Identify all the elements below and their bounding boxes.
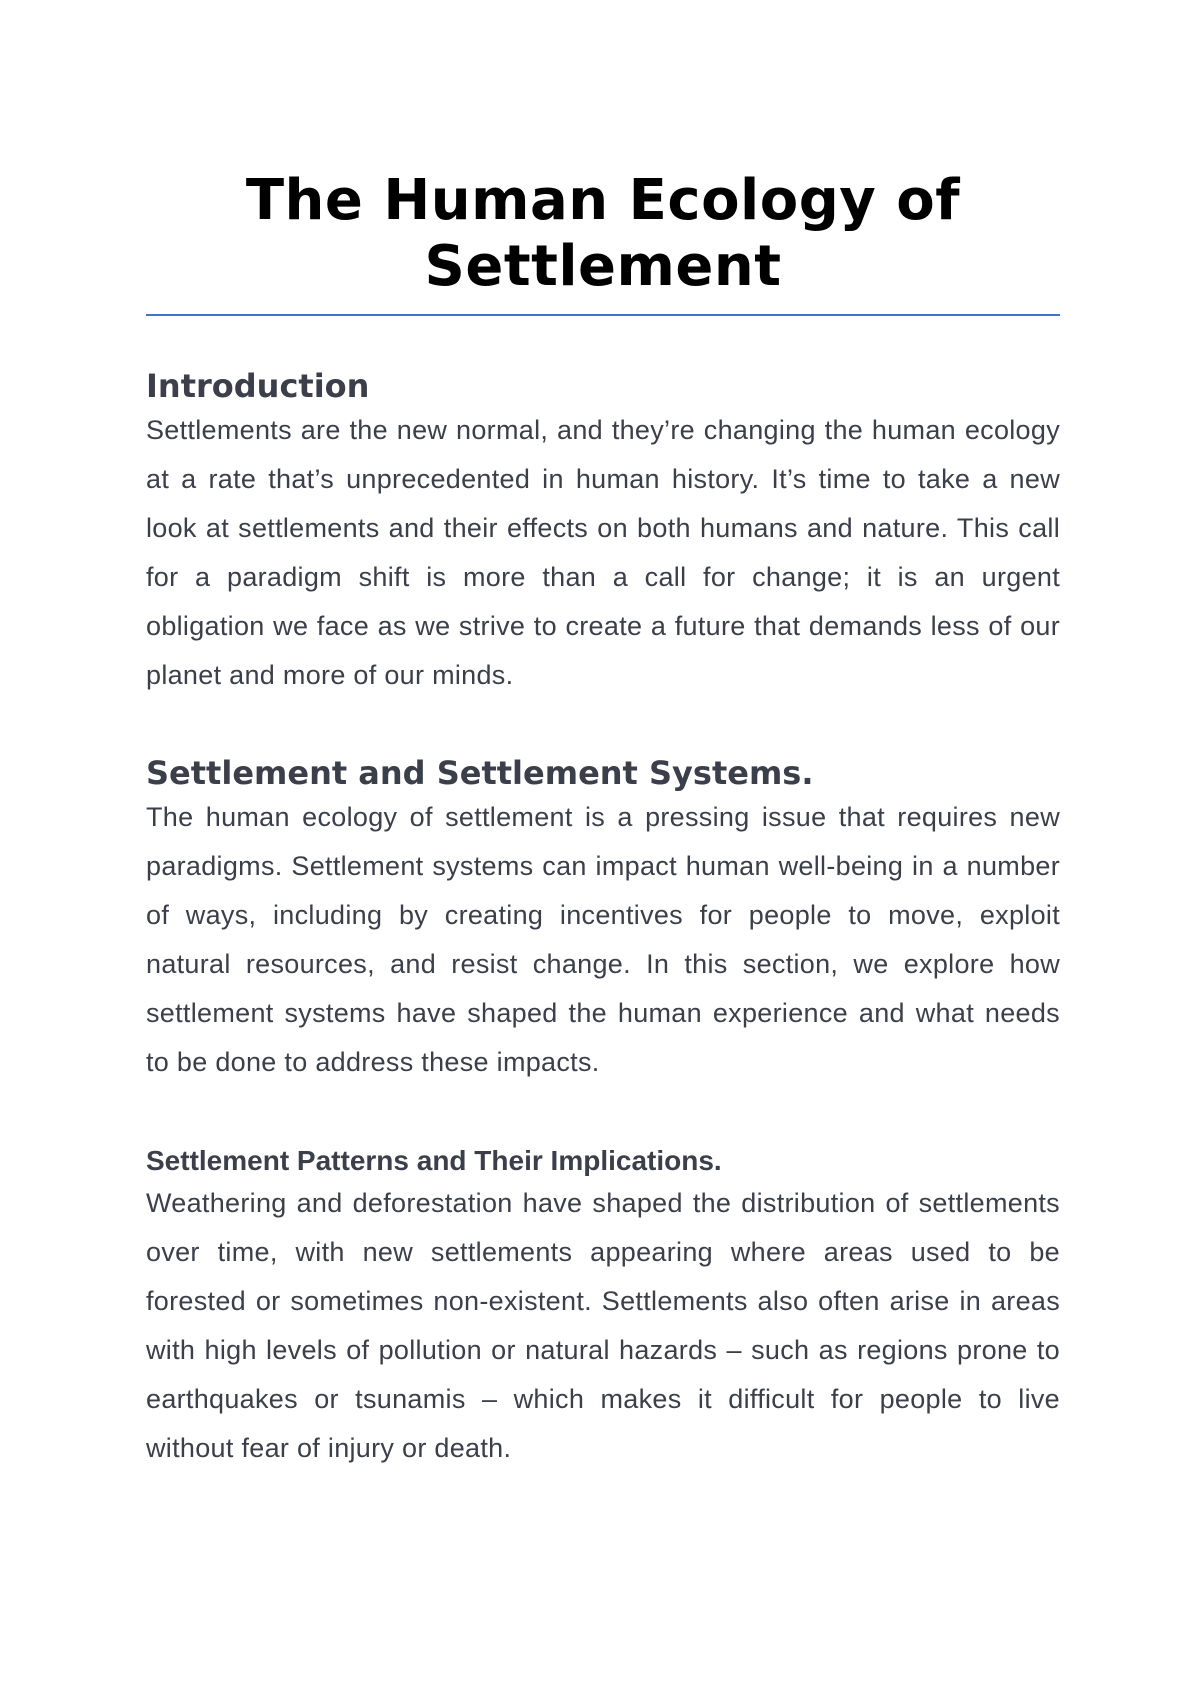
document-page	[146, 0, 1060, 1473]
subsection-heading: Settlement Patterns and Their Implications.	[146, 1145, 722, 1176]
page-title: The Human Ecology of Settlement	[245, 168, 961, 299]
section-introduction	[146, 366, 1060, 700]
title-underline	[146, 314, 1060, 316]
section-heading: Settlement and Settlement Systems.	[146, 754, 814, 792]
section-heading: Introduction	[146, 367, 370, 405]
section-paragraph: Settlements are the new normal, and they’re changing the human ecology at a rate that’s unprecedented in human history. It’s time to take a new look at settlements and their effects on both humans and nature. This call for a paradigm shift is more than a call for change; it is an urgent obligation we face as we strive to create a future that demands less of our planet and more of our minds.	[146, 415, 1060, 690]
section-paragraph: Weathering and deforestation have shaped the distribution of settlements over time, with new settlements appearing where areas used to be forested or sometimes non-existent. Settlements also often arise in areas with high levels of pollution or natural hazards – such as regions prone to earthquakes or tsunamis – which makes it difficult for people to live without fear of injury or death.	[146, 1188, 1060, 1463]
section-settlement-systems	[146, 753, 1060, 1087]
section-settlement-patterns	[146, 1143, 1060, 1473]
section-paragraph: The human ecology of settlement is a pressing issue that requires new paradigms. Settlement systems can impact human well-being in a number of ways, including by creating incentives for people to move, exploit natural resources, and resist change. In this section, we explore how settlement systems have shaped the human experience and what needs to be done to address these impacts.	[146, 802, 1060, 1077]
